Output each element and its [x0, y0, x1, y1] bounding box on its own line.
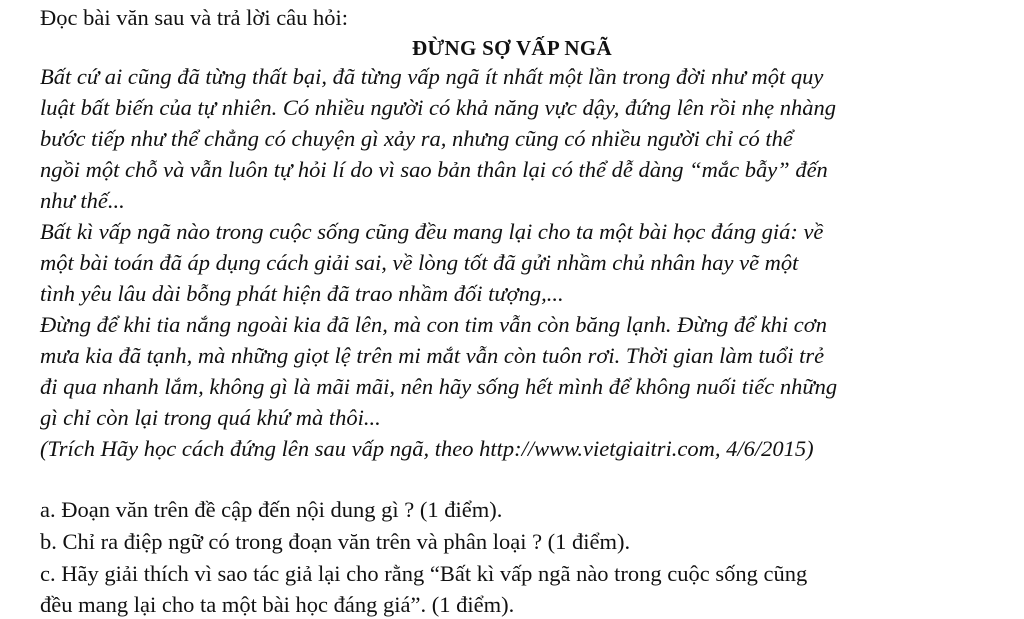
passage-line: gì chỉ còn lại trong quá khứ mà thôi...	[40, 405, 381, 430]
passage-line: ngồi một chỗ và vẫn luôn tự hỏi lí do vì sao bản thân lại có thể dễ dàng “mắc bẫy” đến	[40, 157, 828, 182]
passage-line: Bất kì vấp ngã nào trong cuộc sống cũng đều mang lại cho ta một bài học đáng giá: về	[40, 219, 824, 244]
question-b: b. Chỉ ra điệp ngữ có trong đoạn văn trên và phân loại ? (1 điểm).	[40, 529, 631, 554]
instruction-text: Đọc bài văn sau và trả lời câu hỏi:	[40, 5, 349, 30]
passage-line: như thế...	[40, 188, 125, 213]
passage-line: luật bất biến của tự nhiên. Có nhiều người có khả năng vực dậy, đứng lên rồi nhẹ nhàng	[40, 95, 836, 120]
passage-line: Đừng để khi tia nắng ngoài kia đã lên, mà con tim vẫn còn băng lạnh. Đừng để khi cơn	[40, 312, 828, 337]
citation: (Trích Hãy học cách đứng lên sau vấp ngã, theo http://www.vietgiaitri.com, 4/6/2015)	[40, 436, 814, 461]
question-a: a. Đoạn văn trên đề cập đến nội dung gì ? (1 điểm).	[40, 497, 503, 522]
question-c-continued: đều mang lại cho ta một bài học đáng giá”. (1 điểm).	[40, 592, 515, 617]
passage-line: tình yêu lâu dài bỗng phát hiện đã trao nhầm đối tượng,...	[40, 281, 564, 306]
passage-line: đi qua nhanh lắm, không gì là mãi mãi, nên hãy sống hết mình để không nuối tiếc những	[40, 374, 838, 399]
passage-line: Bất cứ ai cũng đã từng thất bại, đã từng vấp ngã ít nhất một lần trong đời như một quy	[40, 64, 824, 89]
passage-line: bước tiếp như thể chẳng có chuyện gì xảy ra, nhưng cũng có nhiều người chỉ có thể	[40, 126, 793, 151]
passage-title: ĐỪNG SỢ VẤP NGÃ	[412, 36, 612, 60]
passage-line: mưa kia đã tạnh, mà những giọt lệ trên mi mắt vẫn còn tuôn rơi. Thời gian làm tuổi trẻ	[40, 343, 825, 368]
question-c: c. Hãy giải thích vì sao tác giả lại cho rằng “Bất kì vấp ngã nào trong cuộc sống cũng	[40, 561, 808, 586]
passage-line: một bài toán đã áp dụng cách giải sai, về lòng tốt đã gửi nhầm chủ nhân hay vẽ một	[40, 250, 799, 275]
